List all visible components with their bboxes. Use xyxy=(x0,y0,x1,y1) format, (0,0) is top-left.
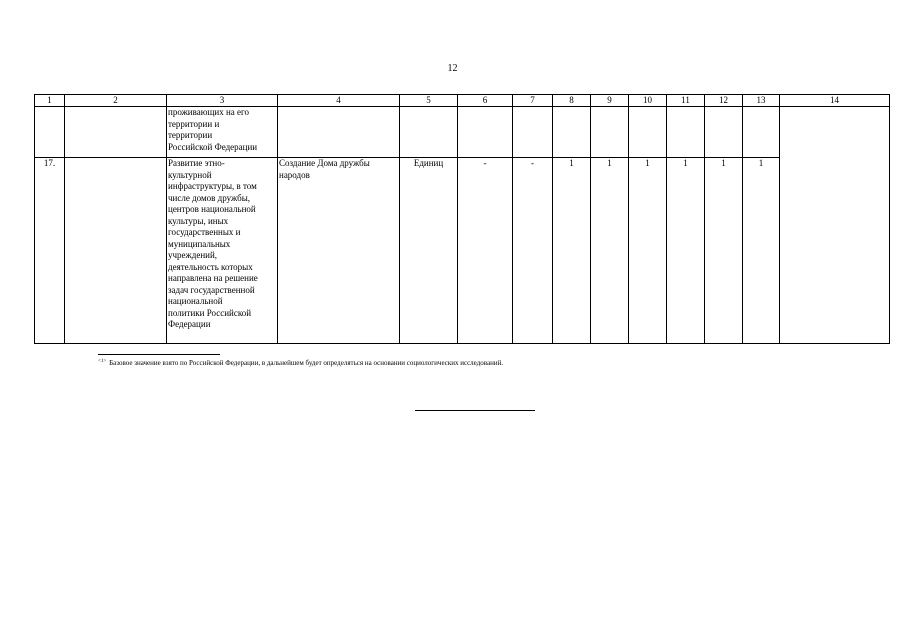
cell-line: государственных и xyxy=(168,227,241,237)
cell-line: центров национальной xyxy=(168,204,256,214)
cell-line: национальной xyxy=(168,296,223,306)
value-cell: - xyxy=(513,158,553,344)
cell-line: политики Российской xyxy=(168,307,252,318)
cell-line: учреждений, xyxy=(168,250,218,260)
table-cell xyxy=(667,107,705,158)
cell-line: деятельность которых xyxy=(168,261,253,272)
table-cell xyxy=(591,107,629,158)
unit-cell: Единиц xyxy=(400,158,458,344)
row-number-cell: 17. xyxy=(35,158,65,344)
table-cell xyxy=(400,107,458,158)
indicators-table xyxy=(34,94,890,344)
header-cell: 10 xyxy=(629,95,667,107)
footnote xyxy=(98,359,503,367)
value-cell: 1 xyxy=(743,158,780,344)
table-cell xyxy=(780,107,890,344)
cell-line: культуры, иных xyxy=(168,215,229,226)
cell-line: числе домов дружбы, xyxy=(168,192,250,203)
row-number-cell xyxy=(35,107,65,158)
cell-line: Федерации xyxy=(168,319,211,329)
header-row xyxy=(35,95,890,107)
header-cell: 4 xyxy=(278,95,400,107)
header-cell: 8 xyxy=(553,95,591,107)
header-cell: 6 xyxy=(458,95,513,107)
value-cell: 1 xyxy=(667,158,705,344)
header-cell: 11 xyxy=(667,95,705,107)
cell-line: направлена на решение xyxy=(168,273,258,283)
table-cell xyxy=(553,107,591,158)
table-row xyxy=(35,158,890,344)
cell-line: задач государственной xyxy=(168,284,255,295)
cell-line: Российской Федерации xyxy=(168,141,258,152)
table-cell xyxy=(705,107,743,158)
cell-line: территории xyxy=(168,130,213,140)
value-cell: 1 xyxy=(705,158,743,344)
table-cell xyxy=(513,107,553,158)
header-cell: 13 xyxy=(743,95,780,107)
description-cell xyxy=(167,158,278,344)
page-number: 12 xyxy=(447,63,458,74)
footnote-separator xyxy=(98,354,220,355)
table-cell xyxy=(278,107,400,158)
header-cell: 9 xyxy=(591,95,629,107)
end-of-document-line xyxy=(415,410,535,411)
description-cell xyxy=(167,107,278,158)
value-cell: 1 xyxy=(553,158,591,344)
table-cell xyxy=(65,107,167,158)
header-cell: 14 xyxy=(780,95,890,107)
cell-line: инфраструктуры, в том xyxy=(168,181,257,191)
cell-line: культурной xyxy=(168,169,212,180)
cell-line: территории и xyxy=(168,118,220,129)
header-cell: 1 xyxy=(35,95,65,107)
value-cell: 1 xyxy=(591,158,629,344)
value-cell: 1 xyxy=(629,158,667,344)
cell-line: Развитие этно- xyxy=(168,158,225,168)
header-cell: 7 xyxy=(513,95,553,107)
table-cell xyxy=(458,107,513,158)
header-cell: 12 xyxy=(705,95,743,107)
header-cell: 3 xyxy=(167,95,278,107)
table-row xyxy=(35,107,890,158)
value-cell: - xyxy=(458,158,513,344)
table-cell xyxy=(65,158,167,344)
table-cell xyxy=(629,107,667,158)
measure-cell: Создание Дома дружбы народов xyxy=(278,158,400,344)
cell-line: муниципальных xyxy=(168,238,231,249)
header-cell: 2 xyxy=(65,95,167,107)
footnote-text: Базовое значение взято по Российской Федерации, в дальнейшем будет определяться на основании социологических исследований. xyxy=(109,359,504,367)
footnote-marker: <1> xyxy=(98,359,107,364)
cell-line: проживающих на его xyxy=(168,107,249,117)
table-cell xyxy=(743,107,780,158)
header-cell: 5 xyxy=(400,95,458,107)
